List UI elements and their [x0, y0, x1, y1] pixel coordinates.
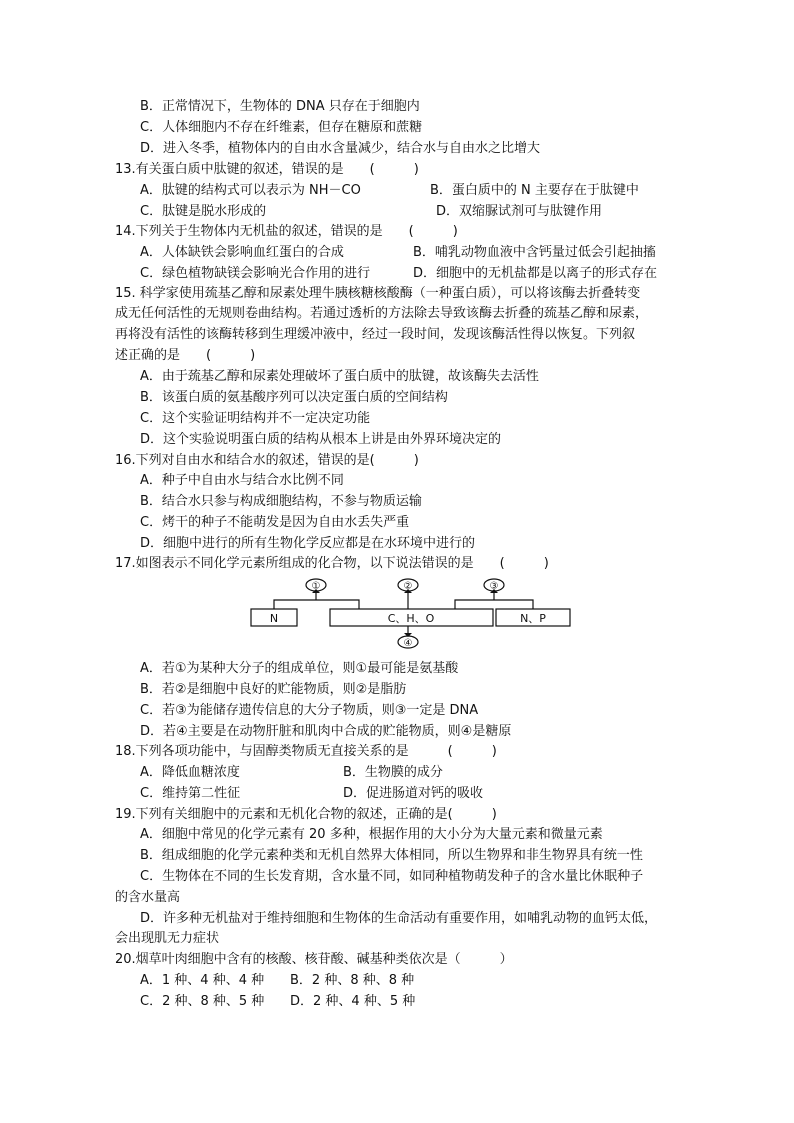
q17-option-a: A．若①为某种大分子的组成单位，则①最可能是氨基酸 — [140, 661, 459, 676]
q14-option-d: D．细胞中的无机盐都是以离子的形式存在 — [413, 266, 658, 281]
q17-option-d: D．若④主要是在动物肝脏和肌肉中合成的贮能物质，则④是糖原 — [140, 724, 512, 739]
box-np-label: N、P — [520, 612, 546, 625]
q20-option-d: D．2 种、4 种、5 种 — [290, 994, 416, 1009]
q17-option-b: B．若②是细胞中良好的贮能物质，则②是脂肪 — [140, 682, 407, 697]
label-4: ④ — [403, 638, 413, 649]
q12-option-d: D．进入冬季，植物体内的自由水含量减少，结合水与自由水之比增大 — [140, 141, 541, 156]
q15-stem-line-1: 15. 科学家使用巯基乙醇和尿素处理牛胰核糖核酸酶（一种蛋白质），可以将该酶去折叠转变 — [115, 286, 641, 301]
box-n-label: N — [269, 612, 279, 625]
q12-option-b: B．正常情况下，生物体的 DNA 只存在于细胞内 — [140, 99, 420, 114]
label-2: ② — [403, 581, 413, 592]
q16-stem: 16.下列对自由水和结合水的叙述，错误的是( ) — [115, 453, 419, 468]
q19-option-a: A．细胞中常见的化学元素有 20 多种，根据作用的大小分为大量元素和微量元素 — [140, 827, 603, 842]
q18-option-c: C．维持第二性征 — [140, 786, 241, 801]
q16-option-c: C．烤干的种子不能萌发是因为自由水丢失严重 — [140, 515, 410, 530]
q19-option-d-line-2: 会出现肌无力症状 — [115, 931, 220, 946]
q15-option-b: B．该蛋白质的氨基酸序列可以决定蛋白质的空间结构 — [140, 390, 448, 405]
element-compound-diagram — [248, 578, 573, 650]
label-3: ③ — [489, 581, 499, 592]
q16-option-b: B．结合水只参与构成细胞结构，不参与物质运输 — [140, 494, 422, 509]
q13-option-a: A．肽键的结构式可以表示为 NH－CO — [140, 183, 361, 198]
q16-option-a: A．种子中自由水与结合水比例不同 — [140, 473, 344, 488]
q17-option-c: C．若③为能储存遗传信息的大分子物质，则③一定是 DNA — [140, 703, 479, 718]
q15-option-a: A．由于巯基乙醇和尿素处理破坏了蛋白质中的肽键，故该酶失去活性 — [140, 369, 539, 384]
q20-option-c: C．2 种、8 种、5 种 — [140, 994, 265, 1009]
q15-option-d: D．这个实验说明蛋白质的结构从根本上讲是由外界环境决定的 — [140, 432, 502, 447]
q16-option-d: D．细胞中进行的所有生物化学反应都是在水环境中进行的 — [140, 536, 476, 551]
q13-option-d: D．双缩脲试剂可与肽键作用 — [436, 204, 603, 219]
q14-option-b: B．哺乳动物血液中含钙量过低会引起抽搐 — [413, 245, 656, 260]
q14-stem: 14.下列关于生物体内无机盐的叙述，错误的是 ( ) — [115, 224, 458, 239]
q20-option-a: A．1 种、4 种、4 种 — [140, 973, 265, 988]
q15-stem-line-2: 成无任何活性的无规则卷曲结构。若通过透析的方法除去导致该酶去折叠的巯基乙醇和尿素， — [115, 306, 649, 321]
q14-option-a: A．人体缺铁会影响血红蛋白的合成 — [140, 245, 344, 260]
q12-option-c: C．人体细胞内不存在纤维素，但存在糖原和蔗糖 — [140, 120, 423, 135]
label-1: ① — [311, 581, 321, 592]
q20-option-b: B．2 种、8 种、8 种 — [290, 973, 415, 988]
q19-option-c-line-2: 的含水量高 — [115, 890, 181, 905]
q13-option-c: C．肽键是脱水形成的 — [140, 204, 267, 219]
q20-stem: 20.烟草叶肉细胞中含有的核酸、核苷酸、碱基种类依次是（ ） — [115, 952, 513, 967]
q19-option-c-line-1: C．生物体在不同的生长发育期，含水量不同，如同种植物萌发种子的含水量比休眠种子 — [140, 869, 644, 884]
q17-stem: 17.如图表示不同化学元素所组成的化合物，以下说法错误的是 ( ) — [115, 556, 549, 571]
q19-option-b: B．组成细胞的化学元素种类和无机自然界大体相同，所以生物界和非生物界具有统一性 — [140, 848, 643, 863]
box-cho-label: C、H、O — [387, 612, 435, 625]
q13-option-b: B．蛋白质中的 N 主要存在于肽键中 — [430, 183, 639, 198]
q15-stem-line-4: 述正确的是 ( ) — [115, 348, 256, 363]
q15-stem-line-3: 再将没有活性的该酶转移到生理缓冲液中，经过一段时间，发现该酶活性得以恢复。下列叙 — [115, 327, 636, 342]
q14-option-c: C．绿色植物缺镁会影响光合作用的进行 — [140, 266, 371, 281]
q18-stem: 18.下列各项功能中，与固醇类物质无直接关系的是 ( ) — [115, 744, 497, 759]
q13-stem: 13.有关蛋白质中肽键的叙述，错误的是 ( ) — [115, 162, 419, 177]
q18-option-b: B．生物膜的成分 — [343, 765, 443, 780]
q18-option-d: D．促进肠道对钙的吸收 — [343, 786, 484, 801]
q19-stem: 19.下列有关细胞中的元素和无机化合物的叙述，正确的是( ) — [115, 807, 497, 822]
q18-option-a: A．降低血糖浓度 — [140, 765, 240, 780]
q15-option-c: C．这个实验证明结构并不一定决定功能 — [140, 411, 371, 426]
q19-option-d-line-1: D．许多种无机盐对于维持细胞和生物体的生命活动有重要作用，如哺乳动物的血钙太低， — [140, 911, 658, 926]
